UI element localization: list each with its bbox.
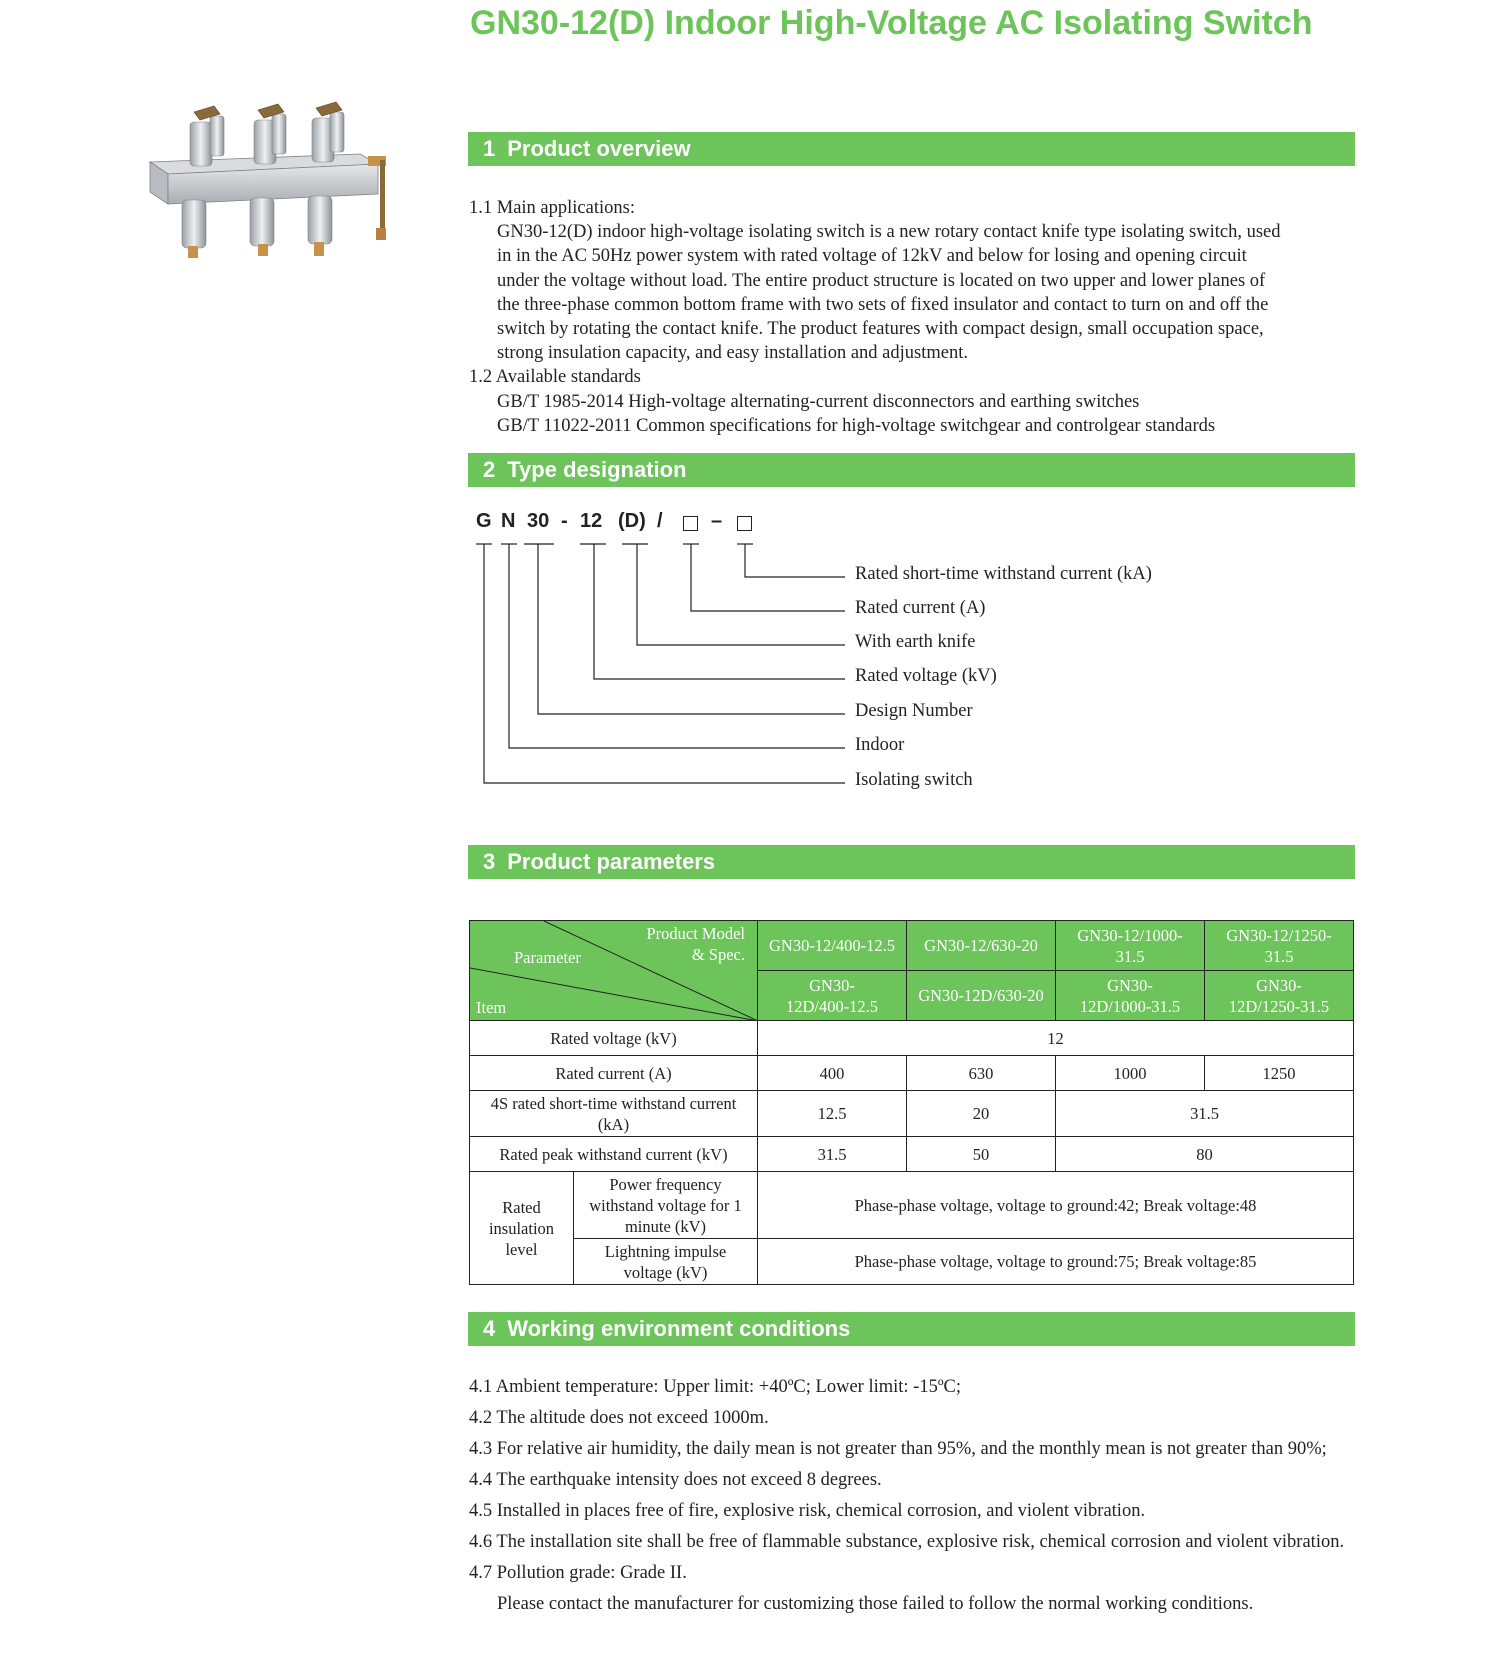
- row-label: Rated voltage (kV): [470, 1021, 758, 1056]
- table-cell: Phase-phase voltage, voltage to ground:42; Break voltage:48: [758, 1172, 1354, 1239]
- table-cell: Phase-phase voltage, voltage to ground:75; Break voltage:85: [758, 1239, 1354, 1285]
- main-applications-heading: 1.1 Main applications:: [469, 198, 635, 218]
- code-box-current: [683, 516, 698, 531]
- parameters-table: [469, 920, 1354, 1285]
- model-header: GN30- 12D/1000-31.5: [1056, 971, 1205, 1021]
- code-d: (D): [618, 510, 646, 532]
- table-cell: 50: [907, 1137, 1056, 1172]
- standards-heading: 1.2 Available standards: [469, 367, 641, 388]
- section-header-parameters: [468, 845, 1355, 879]
- model-header: GN30- 12D/1250-31.5: [1205, 971, 1354, 1021]
- designation-label: Indoor: [855, 735, 905, 755]
- standard-item: GB/T 1985-2014 High-voltage alternating-current disconnectors and earthing switches: [497, 391, 1140, 412]
- corner-item-label: Item: [476, 998, 507, 1017]
- standard-item: GB/T 11022-2011 Common specifications for high-voltage switchgear and controlgear standards: [497, 415, 1216, 436]
- designation-label: With earth knife: [855, 632, 976, 652]
- section-number: 3: [483, 849, 496, 874]
- code-slash: /: [657, 510, 663, 532]
- table-cell: 20: [907, 1091, 1056, 1137]
- overview-text: [469, 196, 1369, 438]
- table-cell: 12: [758, 1021, 1354, 1056]
- designation-label: Design Number: [855, 701, 973, 721]
- section-number: 4: [483, 1316, 496, 1341]
- main-applications-line: switch by rotating the contact knife. The product features with compact design, small occupation space,: [497, 319, 1264, 340]
- table-row: [470, 1021, 1354, 1056]
- table-cell: 630: [907, 1056, 1056, 1091]
- table-row: [470, 1056, 1354, 1091]
- main-applications-line: strong insulation capacity, and easy installation and adjustment.: [497, 343, 968, 364]
- code-box-withstand: [737, 516, 752, 531]
- table-cell: 31.5: [758, 1137, 907, 1172]
- environment-list: [469, 1375, 1359, 1616]
- section-number: 1: [483, 136, 496, 161]
- corner-model-label: Product Model & Spec.: [646, 924, 745, 964]
- list-item: 4.4 The earthquake intensity does not exceed 8 degrees.: [469, 1470, 882, 1490]
- section-header-type-designation: [468, 453, 1355, 487]
- section-title: Working environment conditions: [507, 1316, 851, 1341]
- table-corner-header: [470, 921, 758, 1021]
- row-label: 4S rated short-time withstand current (kA): [470, 1091, 758, 1137]
- table-row: [470, 1091, 1354, 1137]
- section-title: Product overview: [507, 136, 691, 161]
- model-header: GN30-12/1250- 31.5: [1205, 921, 1354, 971]
- code-n: N: [501, 510, 516, 532]
- model-header: GN30- 12D/400-12.5: [758, 971, 907, 1021]
- table-cell: 400: [758, 1056, 907, 1091]
- table-cell: 80: [1056, 1137, 1354, 1172]
- list-item: 4.1 Ambient temperature: Upper limit: +40ºC; Lower limit: -15ºC;: [469, 1377, 962, 1397]
- row-sublabel: Power frequency withstand voltage for 1 minute (kV): [574, 1172, 758, 1239]
- table-cell: 1000: [1056, 1056, 1205, 1091]
- code-g: G: [476, 510, 492, 532]
- main-applications-line: under the voltage without load. The entire product structure is located on two upper and lower planes of: [497, 270, 1266, 291]
- designation-label: Isolating switch: [855, 770, 973, 790]
- model-header: GN30-12/1000- 31.5: [1056, 921, 1205, 971]
- row-label: Rated peak withstand current (kV): [470, 1137, 758, 1172]
- section-title: Type designation: [507, 457, 687, 482]
- table-row: [470, 1137, 1354, 1172]
- section-title: Product parameters: [507, 849, 716, 874]
- main-applications-line: the three-phase common bottom frame with two sets of fixed insulator and contact to turn on and off the: [497, 294, 1269, 315]
- designation-label: Rated voltage (kV): [855, 666, 997, 686]
- list-item: 4.3 For relative air humidity, the daily mean is not greater than 95%, and the monthly mean is not greater than 90%;: [469, 1439, 1327, 1459]
- row-label: Rated insulation level: [470, 1172, 574, 1285]
- product-photo: [142, 100, 402, 270]
- section-header-environment: [468, 1312, 1355, 1346]
- page-title: GN30-12(D) Indoor High-Voltage AC Isolating Switch: [470, 4, 1313, 42]
- main-applications-line: in in the AC 50Hz power system with rated voltage of 12kV and below for losing and opening circuit: [497, 246, 1247, 267]
- list-item: 4.6 The installation site shall be free of flammable substance, explosive risk, chemical corrosion and violent vibration.: [469, 1532, 1345, 1552]
- section-header-overview: [468, 132, 1355, 166]
- section-number: 2: [483, 457, 496, 482]
- table-cell: 1250: [1205, 1056, 1354, 1091]
- table-row: [470, 1172, 1354, 1239]
- model-header: GN30-12/630-20: [907, 921, 1056, 971]
- code-12: 12: [580, 510, 603, 532]
- row-label: Rated current (A): [470, 1056, 758, 1091]
- model-header: GN30-12D/630-20: [907, 971, 1056, 1021]
- table-cell: 12.5: [758, 1091, 907, 1137]
- main-applications-line: GN30-12(D) indoor high-voltage isolating switch is a new rotary contact knife type isolating switch, used: [497, 222, 1281, 243]
- list-item: 4.7 Pollution grade: Grade II.: [469, 1563, 687, 1583]
- designation-label: Rated current (A): [855, 598, 986, 618]
- corner-parameter-label: Parameter: [514, 948, 581, 967]
- code-30: 30: [527, 510, 550, 532]
- list-item: 4.2 The altitude does not exceed 1000m.: [469, 1408, 769, 1428]
- table-cell: 31.5: [1056, 1091, 1354, 1137]
- code-dash: –: [711, 510, 723, 532]
- list-item: 4.5 Installed in places free of fire, explosive risk, chemical corrosion, and violent vibration.: [469, 1501, 1146, 1521]
- environment-note: Please contact the manufacturer for customizing those failed to follow the normal working conditions.: [497, 1594, 1254, 1614]
- code-dash: -: [561, 510, 568, 532]
- model-header: GN30-12/400-12.5: [758, 921, 907, 971]
- table-row: [470, 1239, 1354, 1285]
- row-sublabel: Lightning impulse voltage (kV): [574, 1239, 758, 1285]
- designation-label: Rated short-time withstand current (kA): [855, 564, 1152, 584]
